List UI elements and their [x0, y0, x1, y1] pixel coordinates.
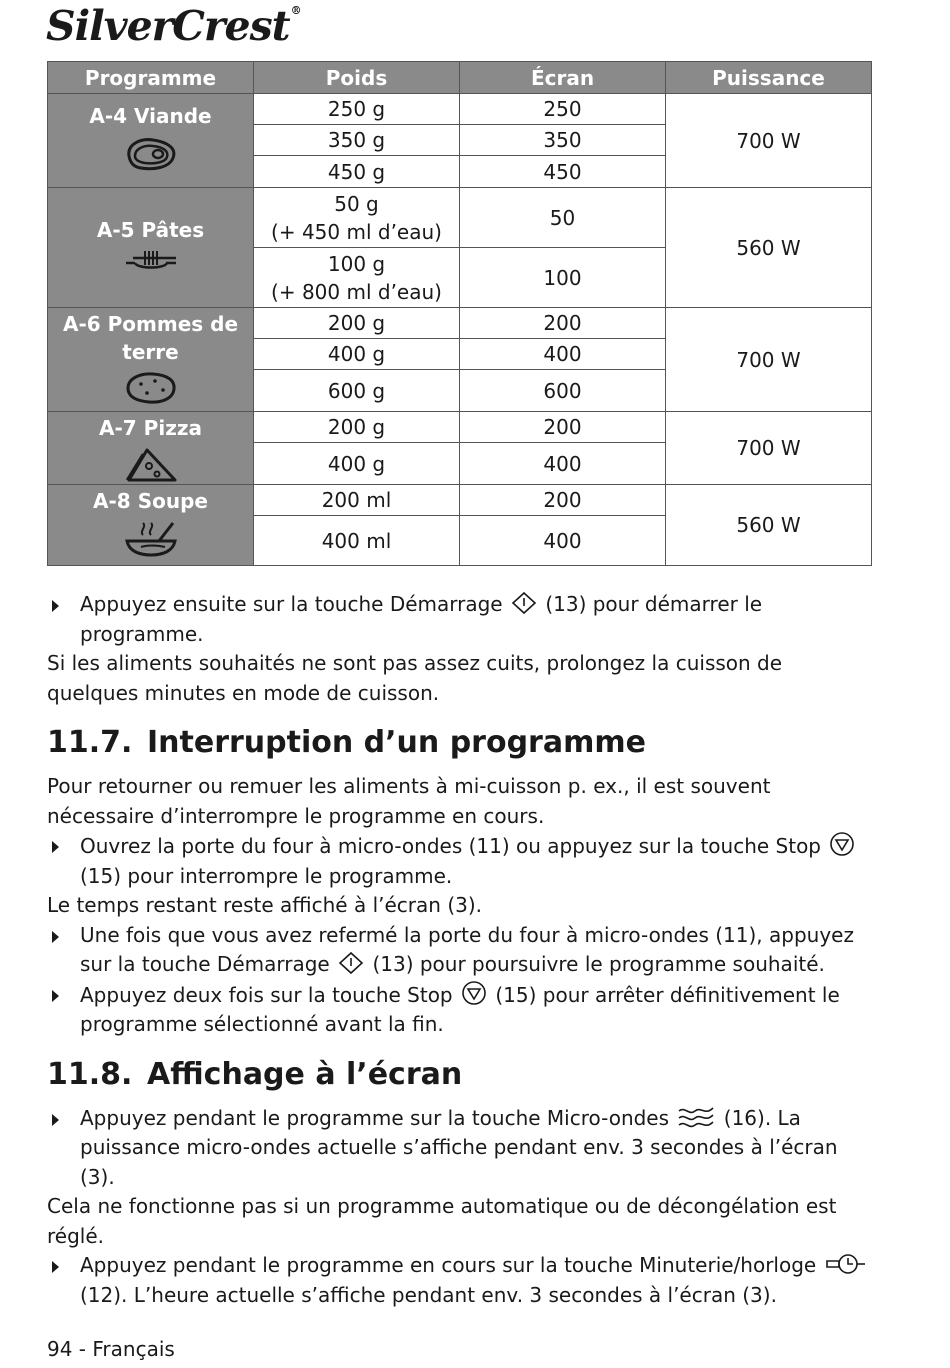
screen-cell: 200 — [460, 412, 666, 443]
start-button-icon — [511, 591, 537, 615]
pizza-icon — [123, 446, 179, 482]
power-cell: 560 W — [666, 188, 872, 308]
stop-button-icon — [829, 831, 855, 857]
column-header: Écran — [460, 62, 666, 94]
bullet-arrow-icon — [52, 1261, 59, 1273]
manual-content — [47, 590, 877, 1310]
screen-cell: 250 — [460, 94, 666, 125]
instruction-bullet: Une fois que vous avez refermé la porte du four à micro-ondes (11), appuyez sur la touche Démarrage (13) pour poursuivre le programme souhaité. — [47, 921, 877, 980]
power-cell: 700 W — [666, 412, 872, 485]
power-cell: 700 W — [666, 94, 872, 188]
weight-value: 50 g — [334, 191, 379, 216]
paragraph: Pour retourner ou remuer les aliments à mi-cuisson p. ex., il est souvent nécessaire d’interrompre le programme en cours. — [47, 774, 771, 828]
weight-cell: 400 g — [254, 443, 460, 485]
stop-button-icon — [461, 980, 487, 1006]
program-name: A-6 Pommes de terre — [62, 312, 239, 364]
program-cell — [48, 308, 254, 412]
microwave-button-icon — [677, 1105, 715, 1129]
table-row — [48, 94, 872, 125]
bullet-arrow-icon — [52, 990, 59, 1002]
power-cell: 700 W — [666, 308, 872, 412]
weight-cell: 400 ml — [254, 516, 460, 566]
paragraph: Le temps restant reste affiché à l’écran (3). — [47, 893, 482, 917]
program-name: A-4 Viande — [89, 104, 212, 128]
weight-note: (+ 450 ml d’eau) — [271, 219, 442, 244]
paragraph: Si les aliments souhaités ne sont pas assez cuits, prolongez la cuisson de quelques minutes en mode de cuisson. — [47, 651, 783, 705]
program-cell — [48, 485, 254, 566]
instruction-bullet: Appuyez pendant le programme sur la touche Micro-ondes (16). La puissance micro-ondes actuelle s’affiche pendant env. 3 secondes à l’écran (3). — [47, 1104, 877, 1193]
program-cell — [48, 188, 254, 308]
table-row — [48, 412, 872, 443]
screen-cell: 100 — [460, 248, 666, 308]
table-row — [48, 308, 872, 339]
bullet-arrow-icon — [52, 931, 59, 943]
power-cell: 560 W — [666, 485, 872, 566]
column-header: Poids — [254, 62, 460, 94]
program-name: A-7 Pizza — [99, 416, 202, 440]
screen-cell: 350 — [460, 125, 666, 156]
screen-cell: 450 — [460, 156, 666, 188]
weight-cell — [254, 248, 460, 308]
weight-cell: 200 g — [254, 412, 460, 443]
screen-cell: 400 — [460, 516, 666, 566]
potato-icon — [123, 370, 179, 406]
weight-cell: 350 g — [254, 125, 460, 156]
section-heading: 11.7. Interruption d’un programme — [47, 725, 646, 760]
screen-cell: 200 — [460, 308, 666, 339]
screen-cell: 50 — [460, 188, 666, 248]
program-name: A-5 Pâtes — [96, 218, 205, 242]
weight-cell — [254, 188, 460, 248]
weight-cell: 250 g — [254, 94, 460, 125]
instruction-bullet: Appuyez ensuite sur la touche Démarrage (13) pour démarrer le programme. — [47, 590, 877, 649]
weight-cell: 400 g — [254, 339, 460, 370]
paragraph: Cela ne fonctionne pas si un programme automatique ou de décongélation est réglé. — [47, 1194, 837, 1248]
table-row — [48, 485, 872, 516]
weight-cell: 450 g — [254, 156, 460, 188]
pasta-icon — [123, 248, 179, 274]
program-name: A-8 Soupe — [93, 489, 208, 513]
meat-icon — [123, 134, 179, 174]
screen-cell: 400 — [460, 443, 666, 485]
bullet-arrow-icon — [52, 841, 59, 853]
instruction-bullet: Appuyez pendant le programme en cours sur la touche Minuterie/horloge (12). L’heure actuelle s’affiche pendant env. 3 secondes à l’écran (3). — [47, 1251, 877, 1310]
weight-cell: 600 g — [254, 370, 460, 412]
column-header: Programme — [48, 62, 254, 94]
weight-cell: 200 g — [254, 308, 460, 339]
program-cell — [48, 412, 254, 485]
timer-clock-button-icon — [825, 1252, 867, 1276]
brand-logo: SilverCrest® — [46, 2, 302, 50]
table-row — [48, 188, 872, 248]
instruction-bullet: Appuyez deux fois sur la touche Stop (15) pour arrêter définitivement le programme sélectionné avant la fin. — [47, 980, 877, 1040]
column-header: Puissance — [666, 62, 872, 94]
program-table — [47, 61, 872, 566]
section-heading: 11.8. Affichage à l’écran — [47, 1056, 463, 1092]
instruction-bullet: Ouvrez la porte du four à micro-ondes (11) ou appuyez sur la touche Stop (15) pour interrompre le programme. — [47, 831, 877, 891]
weight-note: (+ 800 ml d’eau) — [271, 279, 442, 304]
program-cell — [48, 94, 254, 188]
start-button-icon — [338, 951, 364, 975]
bullet-arrow-icon — [52, 600, 59, 612]
weight-value: 100 g — [327, 251, 386, 276]
table-header-row — [48, 62, 872, 94]
weight-cell: 200 ml — [254, 485, 460, 516]
screen-cell: 200 — [460, 485, 666, 516]
page-footer: 94 - Français — [47, 1337, 175, 1361]
screen-cell: 600 — [460, 370, 666, 412]
screen-cell: 400 — [460, 339, 666, 370]
bullet-arrow-icon — [52, 1114, 59, 1126]
soup-icon — [123, 519, 179, 557]
